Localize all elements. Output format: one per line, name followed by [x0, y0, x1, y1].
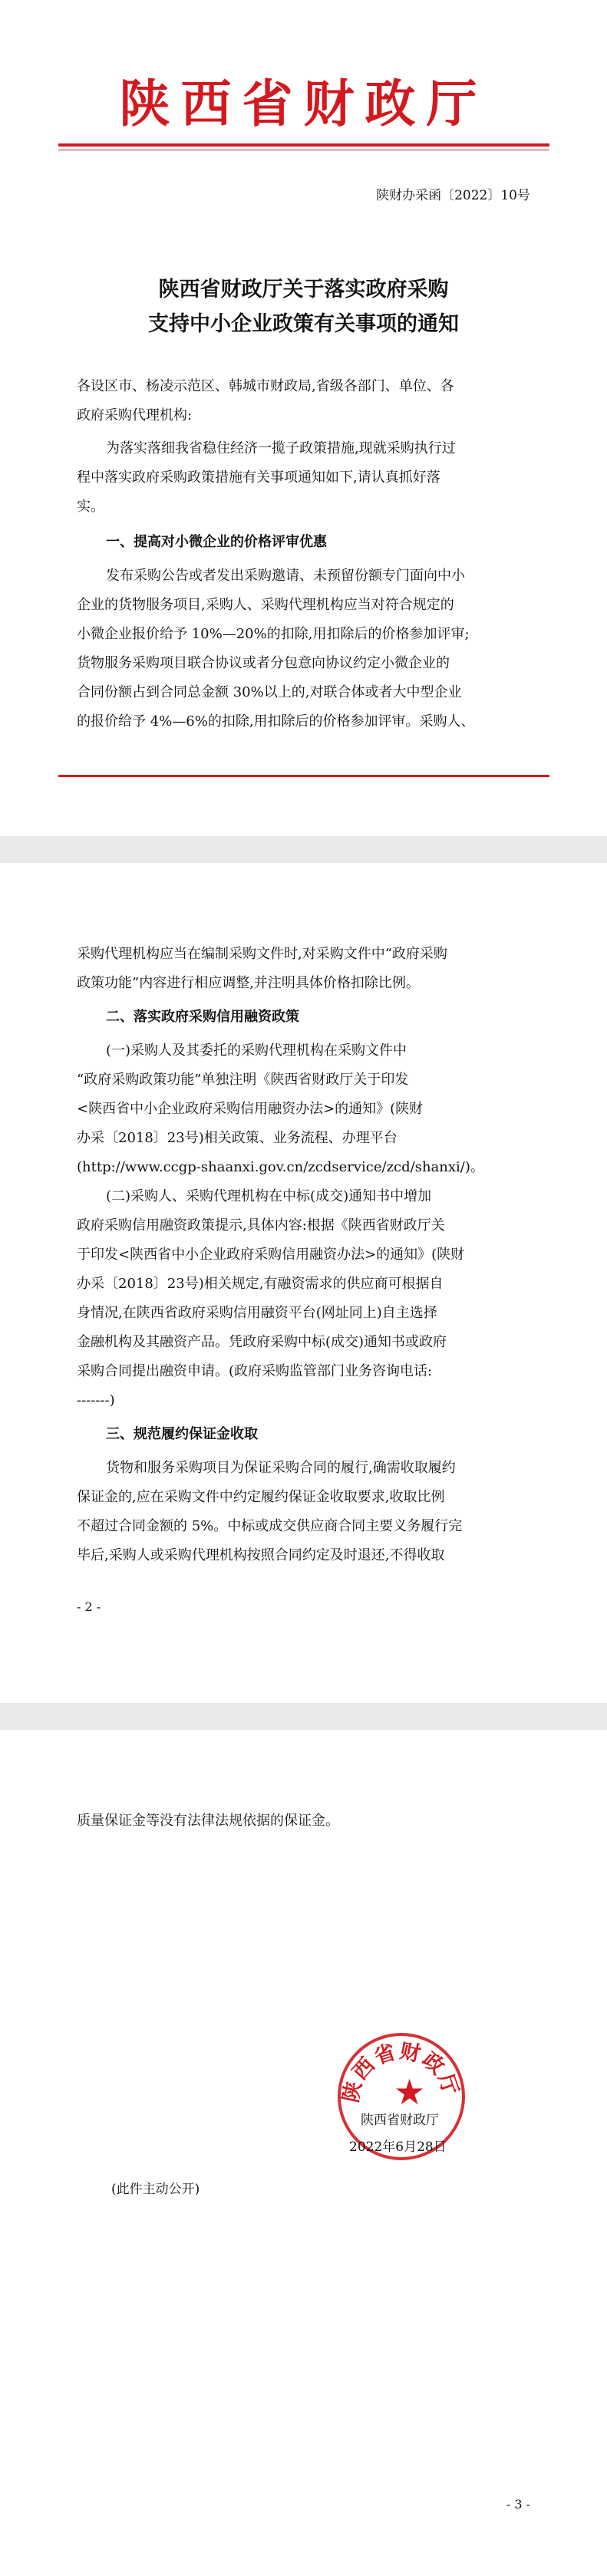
intro-line: 实。 [77, 499, 104, 515]
section-2-line: (二)采购人、采购代理机构在中标(成交)通知书中增加 [106, 1188, 432, 1204]
issue-date: 2022年6月28日 [349, 2140, 447, 2155]
section-2-line: “政府采购政策功能”单独注明《陕西省财政厅关于印发 [77, 1072, 409, 1088]
section-1-line: 发布采购公告或者发出采购邀请、未预留份额专门面向中小 [106, 568, 465, 584]
section-2-heading: 二、落实政府采购信用融资政策 [106, 1009, 299, 1025]
page-number: - 3 - [506, 2497, 530, 2512]
section-2-line: 办采〔2018〕23号)相关规定,有融资需求的供应商可根据自 [77, 1276, 444, 1292]
section-3-line: 保证金的,应在采购文件中约定履约保证金收取要求,收取比例 [77, 1489, 445, 1505]
section-2-line: -------) [77, 1392, 115, 1408]
issuer-name: 陕西省财政厅 [361, 2113, 439, 2128]
red-rule-thick [58, 143, 549, 147]
section-1-line: 政策功能”内容进行相应调整,并注明具体价格扣除比例。 [77, 975, 420, 991]
addressee-line: 各设区市、杨凌示范区、韩城市财政局,省级各部门、单位、各 [77, 378, 454, 394]
section-2-line: <陕西省中小企业政府采购信用融资办法>的通知》(陕财 [77, 1101, 424, 1117]
agency-letterhead: 陕西省财政厅 [119, 74, 488, 133]
section-3-line: 货物和服务采购项目为保证采购合同的履行,确需收取履约 [106, 1460, 456, 1476]
section-3-line: 质量保证金等没有法律法规依据的保证金。 [77, 1813, 339, 1829]
red-rule-bottom [58, 775, 549, 777]
section-1-heading: 一、提高对小微企业的价格评审优惠 [106, 534, 327, 550]
section-2-url-line: (http://www.ccgp-shaanxi.gov.cn/zcdservice/zcd/shanxi/)。 [77, 1159, 484, 1175]
section-2-line: 办采〔2018〕23号)相关政策、业务流程、办理平台 [77, 1130, 398, 1146]
section-1-line: 小微企业报价给予 10%—20%的扣除,用扣除后的价格参加评审; [77, 626, 470, 642]
section-1-line: 企业的货物服务项目,采购人、采购代理机构应当对符合规定的 [77, 597, 454, 613]
section-1-line: 的报价给予 4%—6%的扣除,用扣除后的价格参加评审。采购人、 [77, 713, 475, 730]
intro-line: 为落实落细我省稳住经济一揽子政策措施,现就采购执行过 [106, 440, 456, 456]
section-2-line: 金融机构及其融资产品。凭政府采购中标(成交)通知书或政府 [77, 1334, 447, 1350]
title-line-1: 陕西省财政厅关于落实政府采购 [158, 278, 449, 301]
title-line-2: 支持中小企业政策有关事项的通知 [148, 312, 459, 336]
section-2-line: 于印发<陕西省中小企业政府采购信用融资办法>的通知》(陕财 [77, 1247, 465, 1263]
addressee-line: 政府采购代理机构: [77, 407, 193, 423]
page-1 [0, 0, 607, 836]
section-1-line: 采购代理机构应当在编制采购文件时,对采购文件中“政府采购 [77, 946, 447, 962]
section-2-line: 采购合同提出融资申请。(政府采购监管部门业务咨询电话: [77, 1363, 433, 1379]
section-1-line: 货物服务采购项目联合协议或者分包意向协议约定小微企业的 [77, 655, 450, 671]
seal-star-icon: ★ [394, 2071, 426, 2113]
seal-text: 陕西省财政厅 [338, 2039, 463, 2105]
page-3 [0, 1730, 607, 2576]
section-3-heading: 三、规范履约保证金收取 [106, 1426, 258, 1442]
page-2 [0, 863, 607, 1703]
section-3-line: 毕后,采购人或采购代理机构按照合同约定及时退还,不得收取 [77, 1547, 445, 1563]
public-note: (此件主动公开) [111, 2182, 200, 2197]
section-3-line: 不超过合同金额的 5%。中标或成交供应商合同主要义务履行完 [77, 1518, 463, 1534]
intro-line: 程中落实政府采购政策措施有关事项通知如下,请认真抓好落 [77, 469, 440, 486]
section-2-line: 政府采购信用融资政策提示,具体内容:根据《陕西省财政厅关 [77, 1217, 445, 1234]
page-number: - 2 - [77, 1599, 101, 1614]
section-2-line: (一)采购人及其委托的采购代理机构在采购文件中 [106, 1043, 407, 1059]
section-1-line: 合同份额占到合同总金额 30%以上的,对联合体或者大中型企业 [77, 684, 462, 700]
section-2-line: 身情况,在陕西省政府采购信用融资平台(网址同上)自主选择 [77, 1305, 437, 1321]
document-number: 陕财办采函〔2022〕10号 [376, 188, 530, 203]
